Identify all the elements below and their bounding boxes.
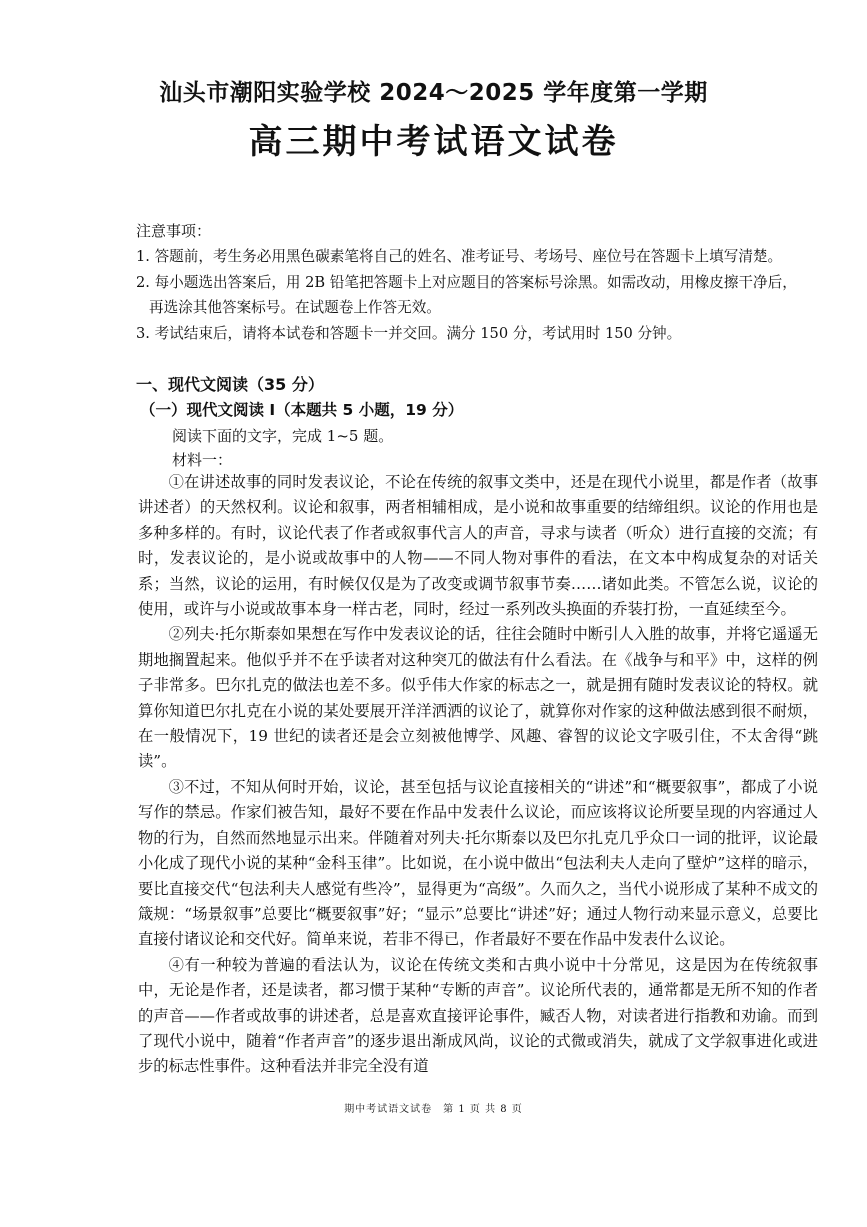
note-item: 3. 考试结束后，请将本试卷和答题卡一并交回。满分 150 分，考试用时 150 分钟。 — [136, 324, 682, 342]
passage-paragraph: ②列夫·托尔斯泰如果想在写作中发表议论的话，往往会随时中断引人入胜的故事，并将它遥遥无期地搁置起来。他似乎并不在乎读者对这种突兀的做法有什么看法。在《战争与和平》中，这样的例子非常多。巴尔扎克的做法也差不多。似乎伟大作家的标志之一，就是拥有随时发表议论的特权。就算你知道巴尔扎克在小说的某处要展开洋洋洒洒的议论了，就算你对作家的这种做法感到很不耐烦，在一般情况下，19 世纪的读者还是会立刻被他博学、风趣、睿智的议论文字吸引住，不太舍得“跳读”。 — [138, 625, 818, 771]
page-footer: 期中考试语文试卷 第 1 页 共 8 页 — [344, 1104, 523, 1115]
section-title: 一、现代文阅读（35 分） — [136, 375, 324, 394]
school-term-title: 汕头市潮阳实验学校 2024～2025 学年度第一学期 — [159, 80, 708, 106]
note-item: 2. 每小题选出答案后，用 2B 铅笔把答题卡上对应题目的答案标号涂黑。如需改动，用橡皮擦干净后， — [136, 273, 797, 291]
note-item: 再选涂其他答案标号。在试题卷上作答无效。 — [149, 299, 441, 316]
notes-list — [136, 244, 816, 346]
notes-heading: 注意事项： — [136, 222, 212, 240]
passage-body — [138, 470, 818, 1080]
passage-paragraph: ③不过，不知从何时开始，议论，甚至包括与议论直接相关的“讲述”和“概要叙事”，都成了小说写作的禁忌。作家们被告知，最好不要在作品中发表什么议论，而应该将议论所要呈现的内容通过人物的行为，自然而然地显示出来。伴随着对列夫·托尔斯泰以及巴尔扎克几乎众口一词的批评，议论最小化成了现代小说的某种“金科玉律”。比如说，在小说中做出“包法利夫人走向了壁炉”这样的暗示，要比直接交代“包法利夫人感觉有些冷”，显得更为“高级”。久而久之，当代小说形成了某种不成文的箴规：“场景叙事”总要比“概要叙事”好；“显示”总要比“讲述”好；通过人物行动来显示意义，总要比直接付诸议论和交代好。简单来说，若非不得已，作者最好不要在作品中发表什么议论。 — [138, 777, 818, 949]
passage-paragraph: ①在讲述故事的同时发表议论，不论在传统的叙事文类中，还是在现代小说里，都是作者（故事讲述者）的天然权利。议论和叙事，两者相辅相成，是小说和故事重要的结缔组织。议论的作用也是多种多样的。有时，议论代表了作者或叙事代言人的声音，寻求与读者（听众）进行直接的交流；有时，发表议论的，是小说或故事中的人物——不同人物对事件的看法，在文本中构成复杂的对话关系；当然，议论的运用，有时候仅仅是为了改变或调节叙事节奏……诸如此类。不管怎么说，议论的使用，或许与小说或故事本身一样古老，同时，经过一系列改头换面的乔装打扮，一直延续至今。 — [138, 473, 818, 619]
exam-title: 高三期中考试语文试卷 — [248, 122, 619, 162]
passage-paragraph: ④有一种较为普遍的看法认为，议论在传统文类和古典小说中十分常见，这是因为在传统叙事中，无论是作者，还是读者，都习惯于某种“专断的声音”。议论所代表的，通常都是无所不知的作者的声音——作者或故事的讲述者，总是喜欢直接评论事件，臧否人物，对读者进行指教和劝谕。而到了现代小说中，随着“作者声音”的逐步退出渐成风尚，议论的式微或消失，就成了文学叙事进化或进步的标志性事件。这种看法并非完全没有道 — [138, 955, 818, 1076]
subsection-title: （一）现代文阅读 Ⅰ（本题共 5 小题，19 分） — [140, 401, 464, 419]
reading-instruction: 阅读下面的文字，完成 1~5 题。 — [172, 427, 394, 445]
note-item: 1. 答题前，考生务必用黑色碳素笔将自己的姓名、准考证号、考场号、座位号在答题卡上填写清楚。 — [136, 248, 783, 265]
material-label: 材料一： — [172, 451, 233, 469]
reading-intro — [172, 424, 393, 472]
